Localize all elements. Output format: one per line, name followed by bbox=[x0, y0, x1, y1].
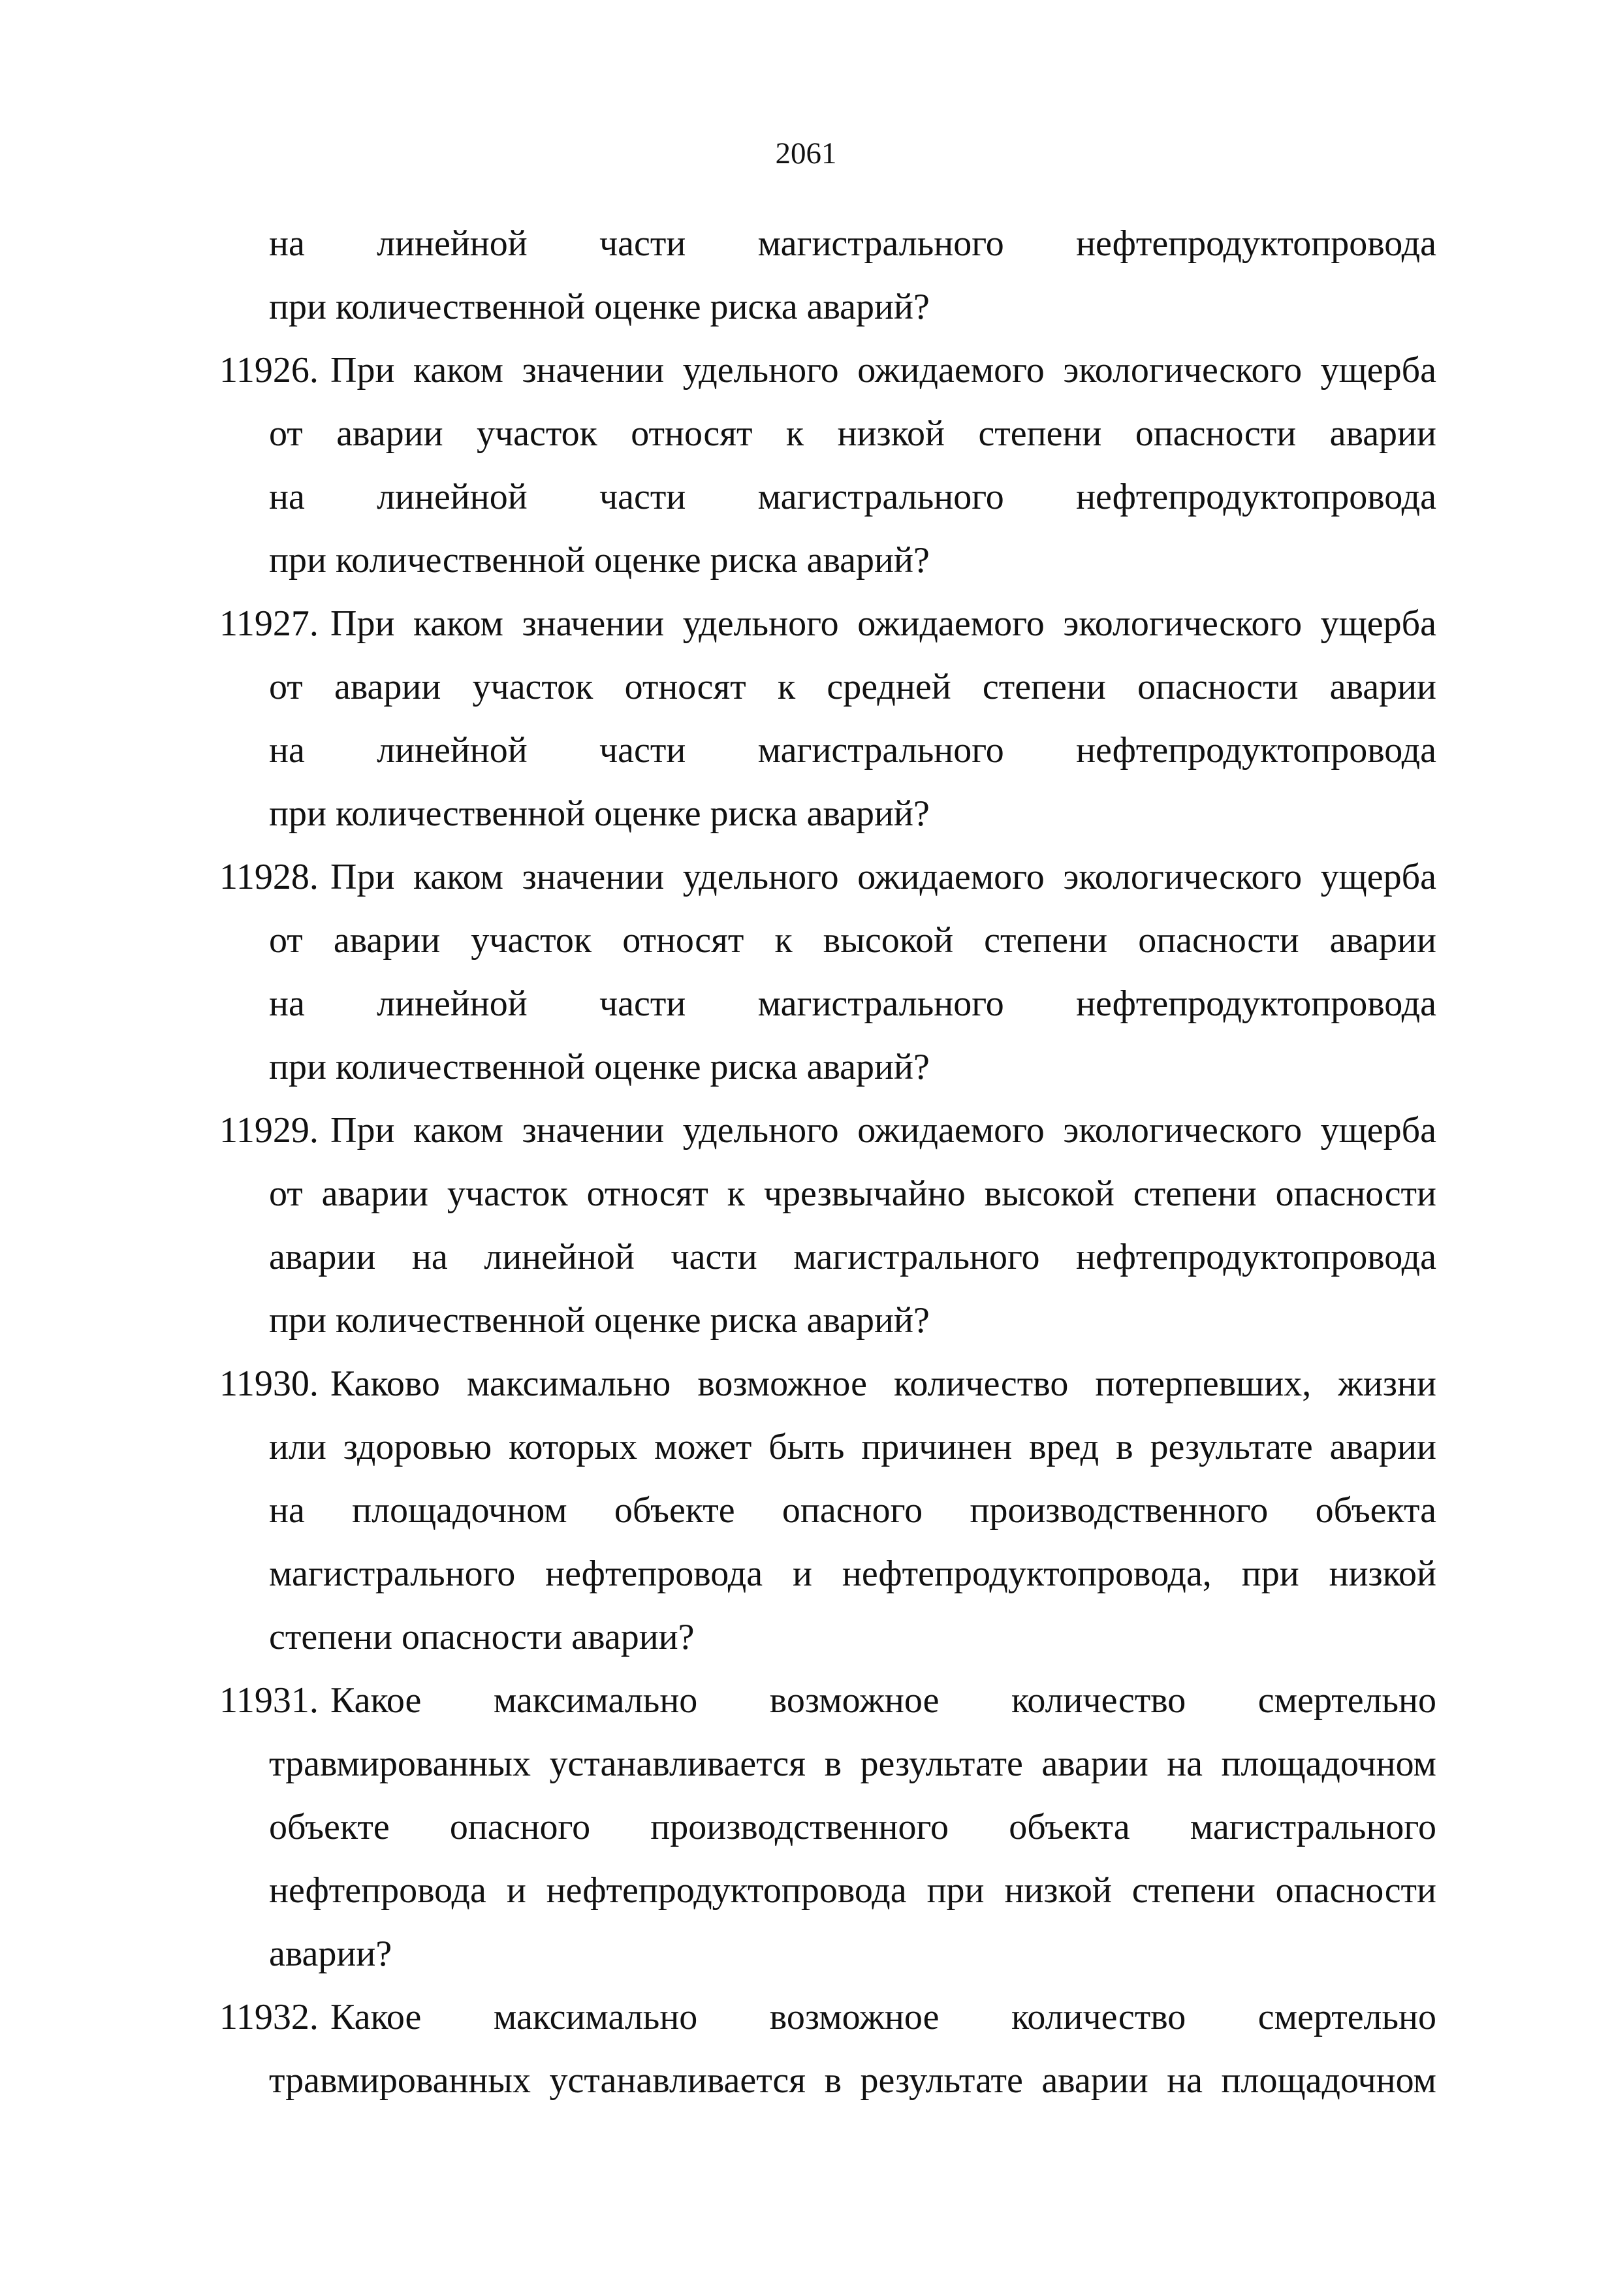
question-number: 11930. bbox=[219, 1363, 319, 1404]
question-11926 bbox=[0, 339, 1612, 402]
text-line: при количественной оценке риска аварий? bbox=[269, 287, 930, 327]
question-11931 bbox=[0, 1669, 1612, 1732]
question-text: При каком значении удельного ожидаемого экологического ущерба bbox=[330, 603, 1436, 644]
question-11927 bbox=[0, 592, 1612, 656]
question-number: 11929. bbox=[219, 1110, 319, 1151]
question-number: 11932. bbox=[219, 1997, 319, 2037]
question-11929 bbox=[0, 1099, 1612, 1162]
text-line: магистрального нефтепровода и нефтепродуктопровода, при низкой bbox=[269, 1554, 1436, 1594]
page-number: 2061 bbox=[775, 136, 837, 170]
text-line: при количественной оценке риска аварий? bbox=[269, 793, 930, 834]
text-line: степени опасности аварии? bbox=[269, 1617, 695, 1657]
text-line: нефтепровода и нефтепродуктопровода при низкой степени опасности bbox=[269, 1870, 1436, 1911]
question-number: 11928. bbox=[219, 857, 319, 897]
text-line: на линейной части магистрального нефтепродуктопровода bbox=[269, 223, 1436, 264]
question-text: Какое максимально возможное количество смертельно bbox=[330, 1997, 1436, 2037]
text-line: на линейной части магистрального нефтепродуктопровода bbox=[269, 477, 1436, 517]
question-number: 11931. bbox=[219, 1680, 319, 1721]
text-line: травмированных устанавливается в результате аварии на площадочном bbox=[269, 1744, 1436, 1784]
text-line: от аварии участок относят к средней степени опасности аварии bbox=[269, 667, 1436, 707]
question-text: При каком значении удельного ожидаемого экологического ущерба bbox=[330, 1110, 1436, 1151]
text-line: травмированных устанавливается в результате аварии на площадочном bbox=[269, 2060, 1436, 2101]
question-11932 bbox=[0, 1986, 1612, 2049]
text-line: от аварии участок относят к высокой степени опасности аварии bbox=[269, 920, 1436, 961]
question-number: 11927. bbox=[219, 603, 319, 644]
text-line: при количественной оценке риска аварий? bbox=[269, 540, 930, 581]
question-text: Каково максимально возможное количество потерпевших, жизни bbox=[330, 1363, 1436, 1404]
text-line: при количественной оценке риска аварий? bbox=[269, 1047, 930, 1087]
text-line: от аварии участок относят к низкой степени опасности аварии bbox=[269, 413, 1436, 454]
text-line: на линейной части магистрального нефтепродуктопровода bbox=[269, 730, 1436, 771]
text-line: на площадочном объекте опасного производственного объекта bbox=[269, 1490, 1436, 1531]
text-line: аварии? bbox=[269, 1934, 392, 1974]
question-11928 bbox=[0, 846, 1612, 909]
text-line: от аварии участок относят к чрезвычайно высокой степени опасности bbox=[269, 1173, 1436, 1214]
text-line: при количественной оценке риска аварий? bbox=[269, 1300, 930, 1341]
question-text: Какое максимально возможное количество смертельно bbox=[330, 1680, 1436, 1721]
question-text: При каком значении удельного ожидаемого экологического ущерба bbox=[330, 857, 1436, 897]
question-11930 bbox=[0, 1352, 1612, 1416]
question-number: 11926. bbox=[219, 350, 319, 391]
question-text: При каком значении удельного ожидаемого экологического ущерба bbox=[330, 350, 1436, 391]
text-line: на линейной части магистрального нефтепродуктопровода bbox=[269, 983, 1436, 1024]
text-line: аварии на линейной части магистрального нефтепродуктопровода bbox=[269, 1237, 1436, 1277]
text-line: или здоровью которых может быть причинен вред в результате аварии bbox=[269, 1427, 1436, 1467]
text-line: объекте опасного производственного объекта магистрального bbox=[269, 1807, 1436, 1847]
